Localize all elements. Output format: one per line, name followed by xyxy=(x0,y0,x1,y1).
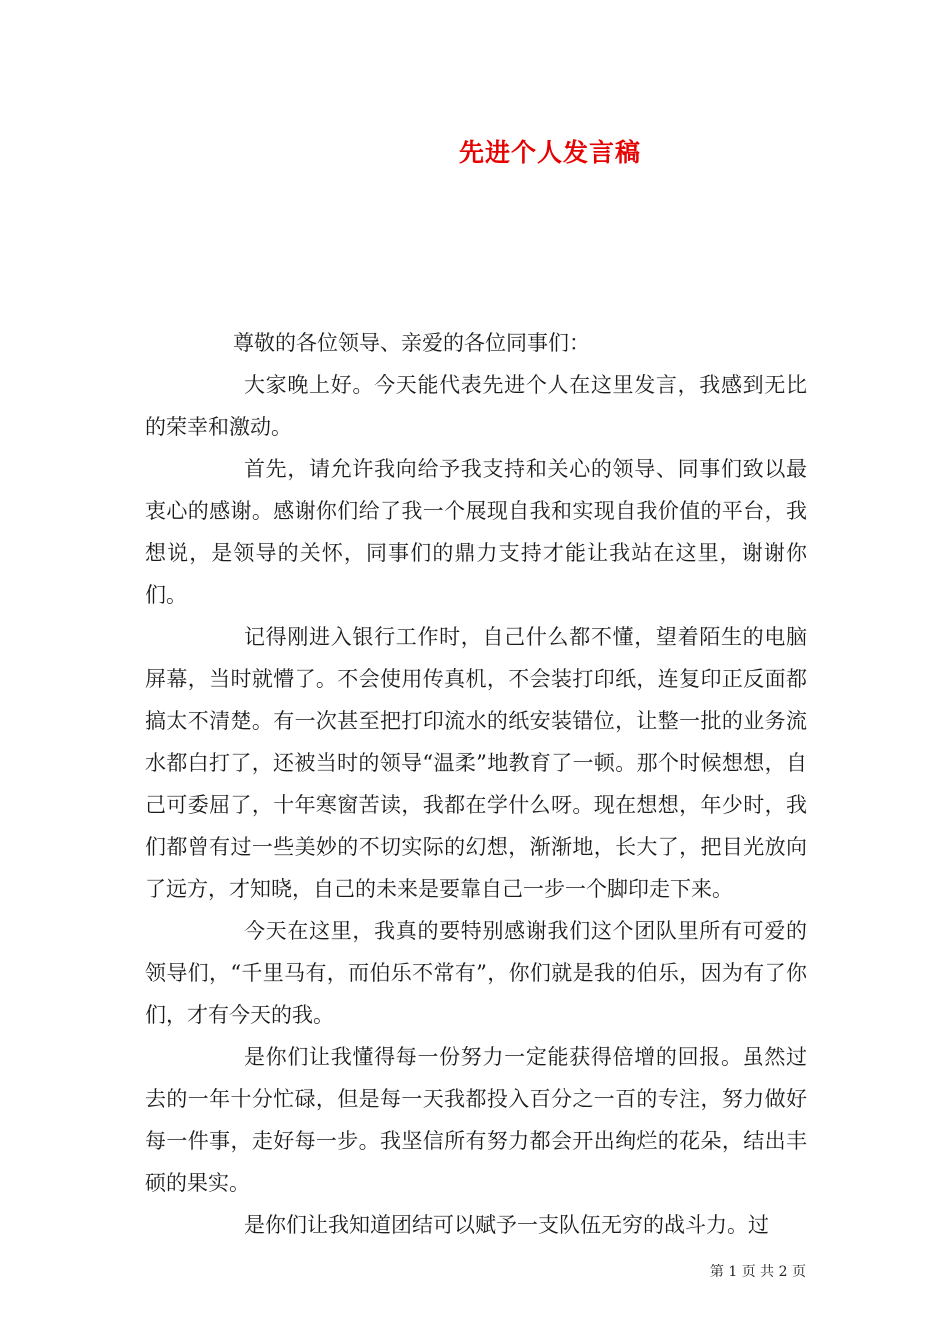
paragraph: 是你们让我知道团结可以赋予一支队伍无穷的战斗力。过 xyxy=(244,1213,769,1237)
page-number-footer: 第 1 页 共 2 页 xyxy=(709,1264,806,1280)
salutation: 尊敬的各位领导、亲爱的各位同事们： xyxy=(233,331,590,355)
paragraph: 记得刚进入银行工作时，自己什么都不懂，望着陌生的电脑屏幕，当时就懵了。不会使用传真机，不会装打印纸，连复印正反面都搞太不清楚。有一次甚至把打印流水的纸安装错位，让整一批的业务流水都白打了，还被当时的领导“温柔”地教育了一顿。那个时候想想，自己可委屈了，十年寒窗苦读，我都在学什么呀。现在想想，年少时，我们都曾有过一些美妙的不切实际的幻想，渐渐地，长大了，把目光放向了远方，才知晓，自己的未来是要靠自己一步一个脚印走下来。 xyxy=(145,625,807,901)
paragraph: 是你们让我懂得每一份努力一定能获得倍增的回报。虽然过去的一年十分忙碌，但是每一天我都投入百分之一百的专注，努力做好每一件事，走好每一步。我坚信所有努力都会开出绚烂的花朵，结出丰硕的果实。 xyxy=(145,1045,807,1195)
document-body xyxy=(145,322,807,1246)
paragraph: 首先，请允许我向给予我支持和关心的领导、同事们致以最衷心的感谢。感谢你们给了我一个展现自我和实现自我价值的平台，我想说，是领导的关怀，同事们的鼎力支持才能让我站在这里，谢谢你们。 xyxy=(145,457,807,607)
paragraph: 今天在这里，我真的要特别感谢我们这个团队里所有可爱的领导们，“千里马有，而伯乐不常有”，你们就是我的伯乐，因为有了你们，才有今天的我。 xyxy=(145,919,807,1027)
page-title: 先进个人发言稿 xyxy=(458,138,641,167)
paragraph: 大家晚上好。今天能代表先进个人在这里发言，我感到无比的荣幸和激动。 xyxy=(145,373,807,439)
